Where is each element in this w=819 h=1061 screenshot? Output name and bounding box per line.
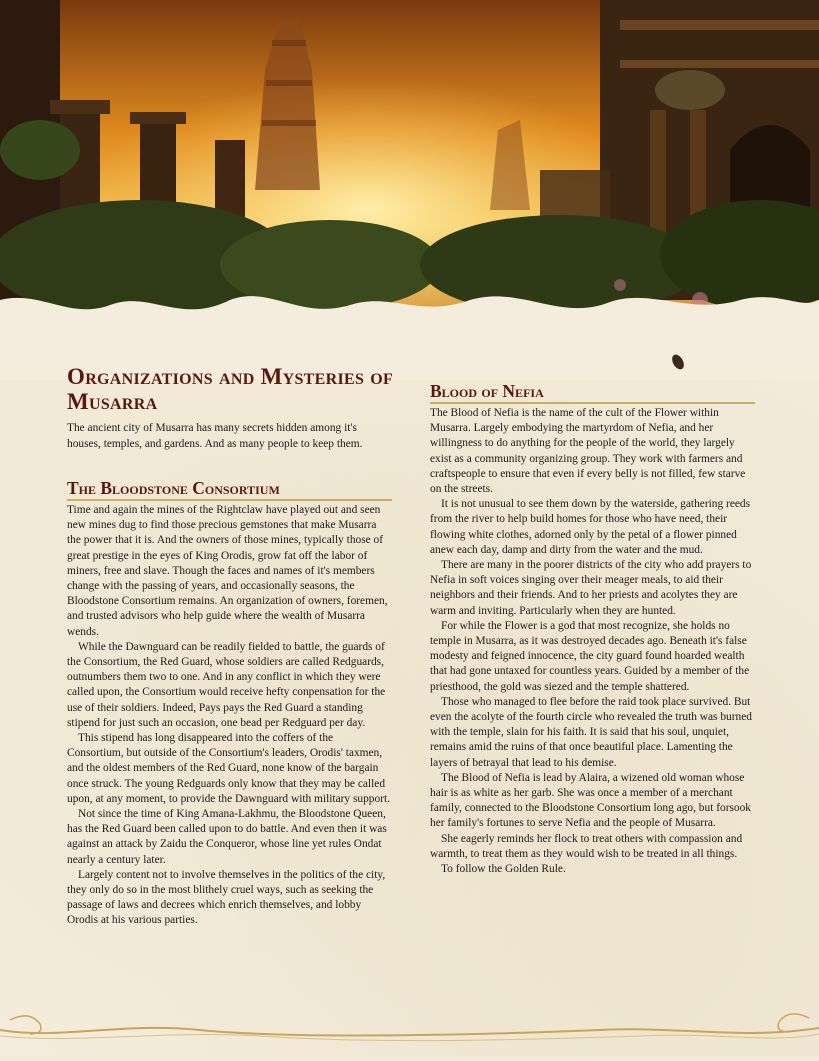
paragraph: The Blood of Nefia is the name of the cult of the Flower within Musarra. Largely embodying the martyrdom of Nefia, and her willingness to do anything for the people of the world, they largely exist as a community organizing group. They work with farmers and craftspeople to ensure that even if every belly is not filled, few starve on the streets. [430, 407, 746, 496]
paragraph: While the Dawnguard can be readily fielded to battle, the guards of the Consortium, the Red Guard, whose soldiers are called Redguards, outnumbers them two to one. And in any conflict in which they were called upon, the Consortium would receive hefty conpensation for the use of their soldiers. Indeed, Pays pays the Red Guard a standing stipend for just such an occasion, one bead per Redguard per day. [67, 640, 386, 729]
paragraph: For while the Flower is a god that most recognize, she holds no temple in Musarra, as it was destroyed decades ago. Beneath it's false modesty and feigned innocence, the city guard found hoarded wealth that had gone untaxed for countless years. Guided by a member of the priesthood, the gold was siezed and the temple shattered. [430, 619, 750, 693]
page-footer-ornament [0, 1000, 819, 1056]
paragraph: To follow the Golden Rule. [441, 863, 566, 876]
paragraph: It is not unusual to see them down by the waterside, gathering reeds from the river to help build homes for those who have need, their flowing white clothes, adorned only by the petal of a flower pinned anew each day, damp and dirty from the water and the mud. [430, 498, 751, 556]
paragraph: There are many in the poorer districts of the city who add prayers to Nefia in soft voices singing over their meager meals, to aid their neighbors and their friends. And to her priests and acolytes they are warm and inviting. Particularly when they are hunted. [430, 559, 752, 617]
paragraph: Time and again the mines of the Rightclaw have played out and seen new mines dug to find those precious gemstones that make Musarra the power that it is. And the owners of those mines, typically those of great prestige in the eyes of King Orodis, grow fat off the labor of miners, free and slave. Though the faces and names of it's members change with the passing of years, and occasionally seasons, the Bloodstone Consortium remains. An organization of owners, foremen, and trusted advisors who help guide where the wealth of Musarra wends. [67, 504, 388, 638]
paragraph: Largely content not to involve themselves in the politics of the city, they only do so in the most blithely cruel ways, such as seeking the passage of laws and decrees which enrich themselves, and lobby Orodis at his various parties. [67, 868, 386, 927]
paragraph: This stipend has long disappeared into the coffers of the Consortium, but outside of the Consortium's leaders, Orodis' taxmen, and the oldest members of the Red Guard, none know of the bargain once struck. The young Redguards only know that they may be called upon, at any moment, to provide the Dawnguard with military support. [67, 732, 390, 805]
paragraph: Those who managed to flee before the raid took place survived. But even the acolyte of the fourth circle who revealed the truth was burned with the temple, slain for his faith. It is said that his soul, unquiet, remains amid the ruins of that once beautiful place. Lamenting the layers of betrayal that lead to his demise. [430, 695, 752, 769]
paragraph: She eagerly reminds her flock to treat others with compassion and warmth, to treat them as they would wish to be treated in all things. [430, 832, 743, 860]
page-title: Organizations and Mysteries of Musarra [67, 364, 394, 414]
section-body-bloodstone-consortium [67, 503, 392, 929]
section-body-blood-of-nefia [430, 406, 755, 877]
section-heading-blood-of-nefia: Blood of Nefia [430, 381, 755, 404]
section-heading-bloodstone-consortium: The Bloodstone Consortium [67, 478, 392, 501]
intro-paragraph: The ancient city of Musarra has many secrets hidden among it's houses, temples, and gardens. And as many people to keep them. [67, 422, 363, 450]
footer-swirl-ornament [0, 1000, 819, 1056]
paragraph: Not since the time of King Amana-Lakhmu, the Bloodstone Queen, has the Red Guard been called upon to do battle. And even then it was against an attack by Zaidu the Conqueror, whose line yet rules Ondat nearly a century later. [67, 808, 387, 866]
paragraph: The Blood of Nefia is lead by Alaira, a wizened old woman whose hair is as white as her garb. She was once a member of a merchant family, connected to the Bloodstone Consortium long ago, but forsook her family's fortunes to serve Nefia and the people of Musarra. [430, 771, 752, 830]
hero-illustration [0, 0, 819, 380]
city-illustration [0, 0, 819, 380]
